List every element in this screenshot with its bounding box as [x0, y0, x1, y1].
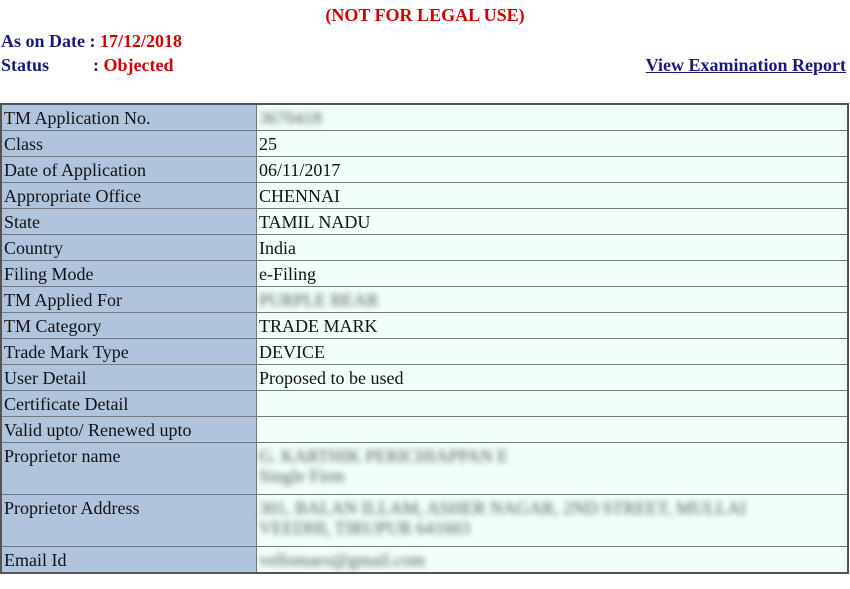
as-on-date: [1, 31, 182, 52]
field-label: Valid upto/ Renewed upto: [1, 417, 257, 443]
not-for-legal-use-banner: (NOT FOR LEGAL USE): [325, 5, 525, 25]
table-row: [1, 235, 848, 261]
tm-category-value: TRADE MARK: [257, 313, 849, 339]
country-value: India: [257, 235, 849, 261]
status-label: Status: [1, 55, 50, 75]
table-row: [1, 183, 848, 209]
field-label: Appropriate Office: [1, 183, 257, 209]
field-label: Proprietor Address: [1, 495, 257, 547]
state-value: TAMIL NADU: [257, 209, 849, 235]
application-number-value: 3670418: [259, 107, 322, 128]
proprietor-address-line1: 301, BALAN ILLAM, ASHER NAGAR, 2ND STREET, MULLAI: [259, 498, 747, 518]
field-value: [257, 547, 849, 574]
table-row: [1, 313, 848, 339]
email-id-value: vellomaro@gmail.com: [259, 549, 426, 570]
proprietor-address-line2: VEEDHI, TIRUPUR 641603: [259, 518, 471, 538]
proprietor-type-value: Single Firm: [259, 466, 345, 486]
field-label: User Detail: [1, 365, 257, 391]
filing-mode-value: e-Filing: [257, 261, 849, 287]
as-on-date-value: 17/12/2018: [100, 31, 183, 51]
status-line: [1, 55, 173, 76]
table-row: [1, 443, 848, 495]
field-value: [257, 443, 849, 495]
table-row: [1, 365, 848, 391]
field-label: Certificate Detail: [1, 391, 257, 417]
field-label: Proprietor name: [1, 443, 257, 495]
view-examination-report-link[interactable]: View Examination Report: [645, 55, 846, 75]
field-label: Country: [1, 235, 257, 261]
as-on-date-label: As on Date :: [1, 31, 100, 51]
table-row: [1, 131, 848, 157]
table-row: [1, 339, 848, 365]
table-row: [1, 157, 848, 183]
field-label: Class: [1, 131, 257, 157]
table-row: [1, 417, 848, 443]
field-label: Trade Mark Type: [1, 339, 257, 365]
table-row: [1, 287, 848, 313]
field-label: TM Applied For: [1, 287, 257, 313]
table-row: [1, 261, 848, 287]
user-detail-value: Proposed to be used: [257, 365, 849, 391]
application-details-table: [0, 103, 849, 574]
table-row: [1, 104, 848, 131]
proprietor-name-value: G. KARTHIK PERICHIAPPAN E: [259, 446, 509, 466]
field-label: TM Category: [1, 313, 257, 339]
status-value: Objected: [103, 55, 174, 75]
field-label: Date of Application: [1, 157, 257, 183]
field-label: Email Id: [1, 547, 257, 574]
field-value: [257, 104, 849, 131]
trade-mark-type-value: DEVICE: [257, 339, 849, 365]
status-separator: :: [93, 55, 104, 75]
field-value: [257, 495, 849, 547]
class-value: 25: [257, 131, 849, 157]
table-row: [1, 209, 848, 235]
table-row: [1, 391, 848, 417]
tm-applied-for-value: PURPLE BEAR: [259, 289, 379, 310]
field-label: TM Application No.: [1, 104, 257, 131]
certificate-detail-value: [257, 391, 849, 417]
table-row: [1, 547, 848, 574]
date-of-application-value: 06/11/2017: [257, 157, 849, 183]
table-row: [1, 495, 848, 547]
field-value: [257, 287, 849, 313]
valid-upto-value: [257, 417, 849, 443]
appropriate-office-value: CHENNAI: [257, 183, 849, 209]
field-label: State: [1, 209, 257, 235]
field-label: Filing Mode: [1, 261, 257, 287]
